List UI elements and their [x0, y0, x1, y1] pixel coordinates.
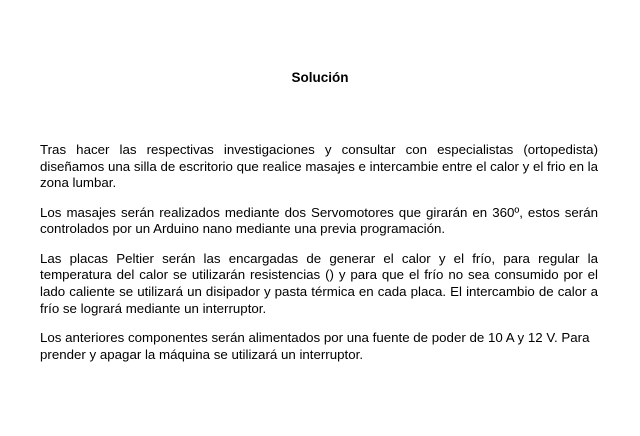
paragraph-intro: Tras hacer las respectivas investigaciones y consultar con especialistas (ortopedista) diseñamos una silla de escritorio que realice masajes e intercambie entre el calor y el frio en la zona lumbar.	[40, 142, 599, 191]
paragraph-massages: Los masajes serán realizados mediante dos Servomotores que girarán en 360º, estos serán controlados por un Arduino nano mediante una previa programación.	[40, 204, 598, 237]
document-body	[40, 142, 598, 376]
paragraph-power: Los anteriores componentes serán alimentados por una fuente de poder de 10 A y 12 V. Para prender y apagar la máquina se utilizará un interruptor.	[40, 329, 590, 362]
document-title: Solución	[291, 70, 349, 85]
paragraph-peltier: Las placas Peltier serán las encargadas de generar el calor y el frío, para regular la temperatura del calor se utilizarán resistencias () y para que el frío no sea consumido por el lado caliente se utilizará un disipador y pasta térmica en cada placa. El intercambio de calor a frío se logrará mediante un interruptor.	[40, 250, 598, 316]
